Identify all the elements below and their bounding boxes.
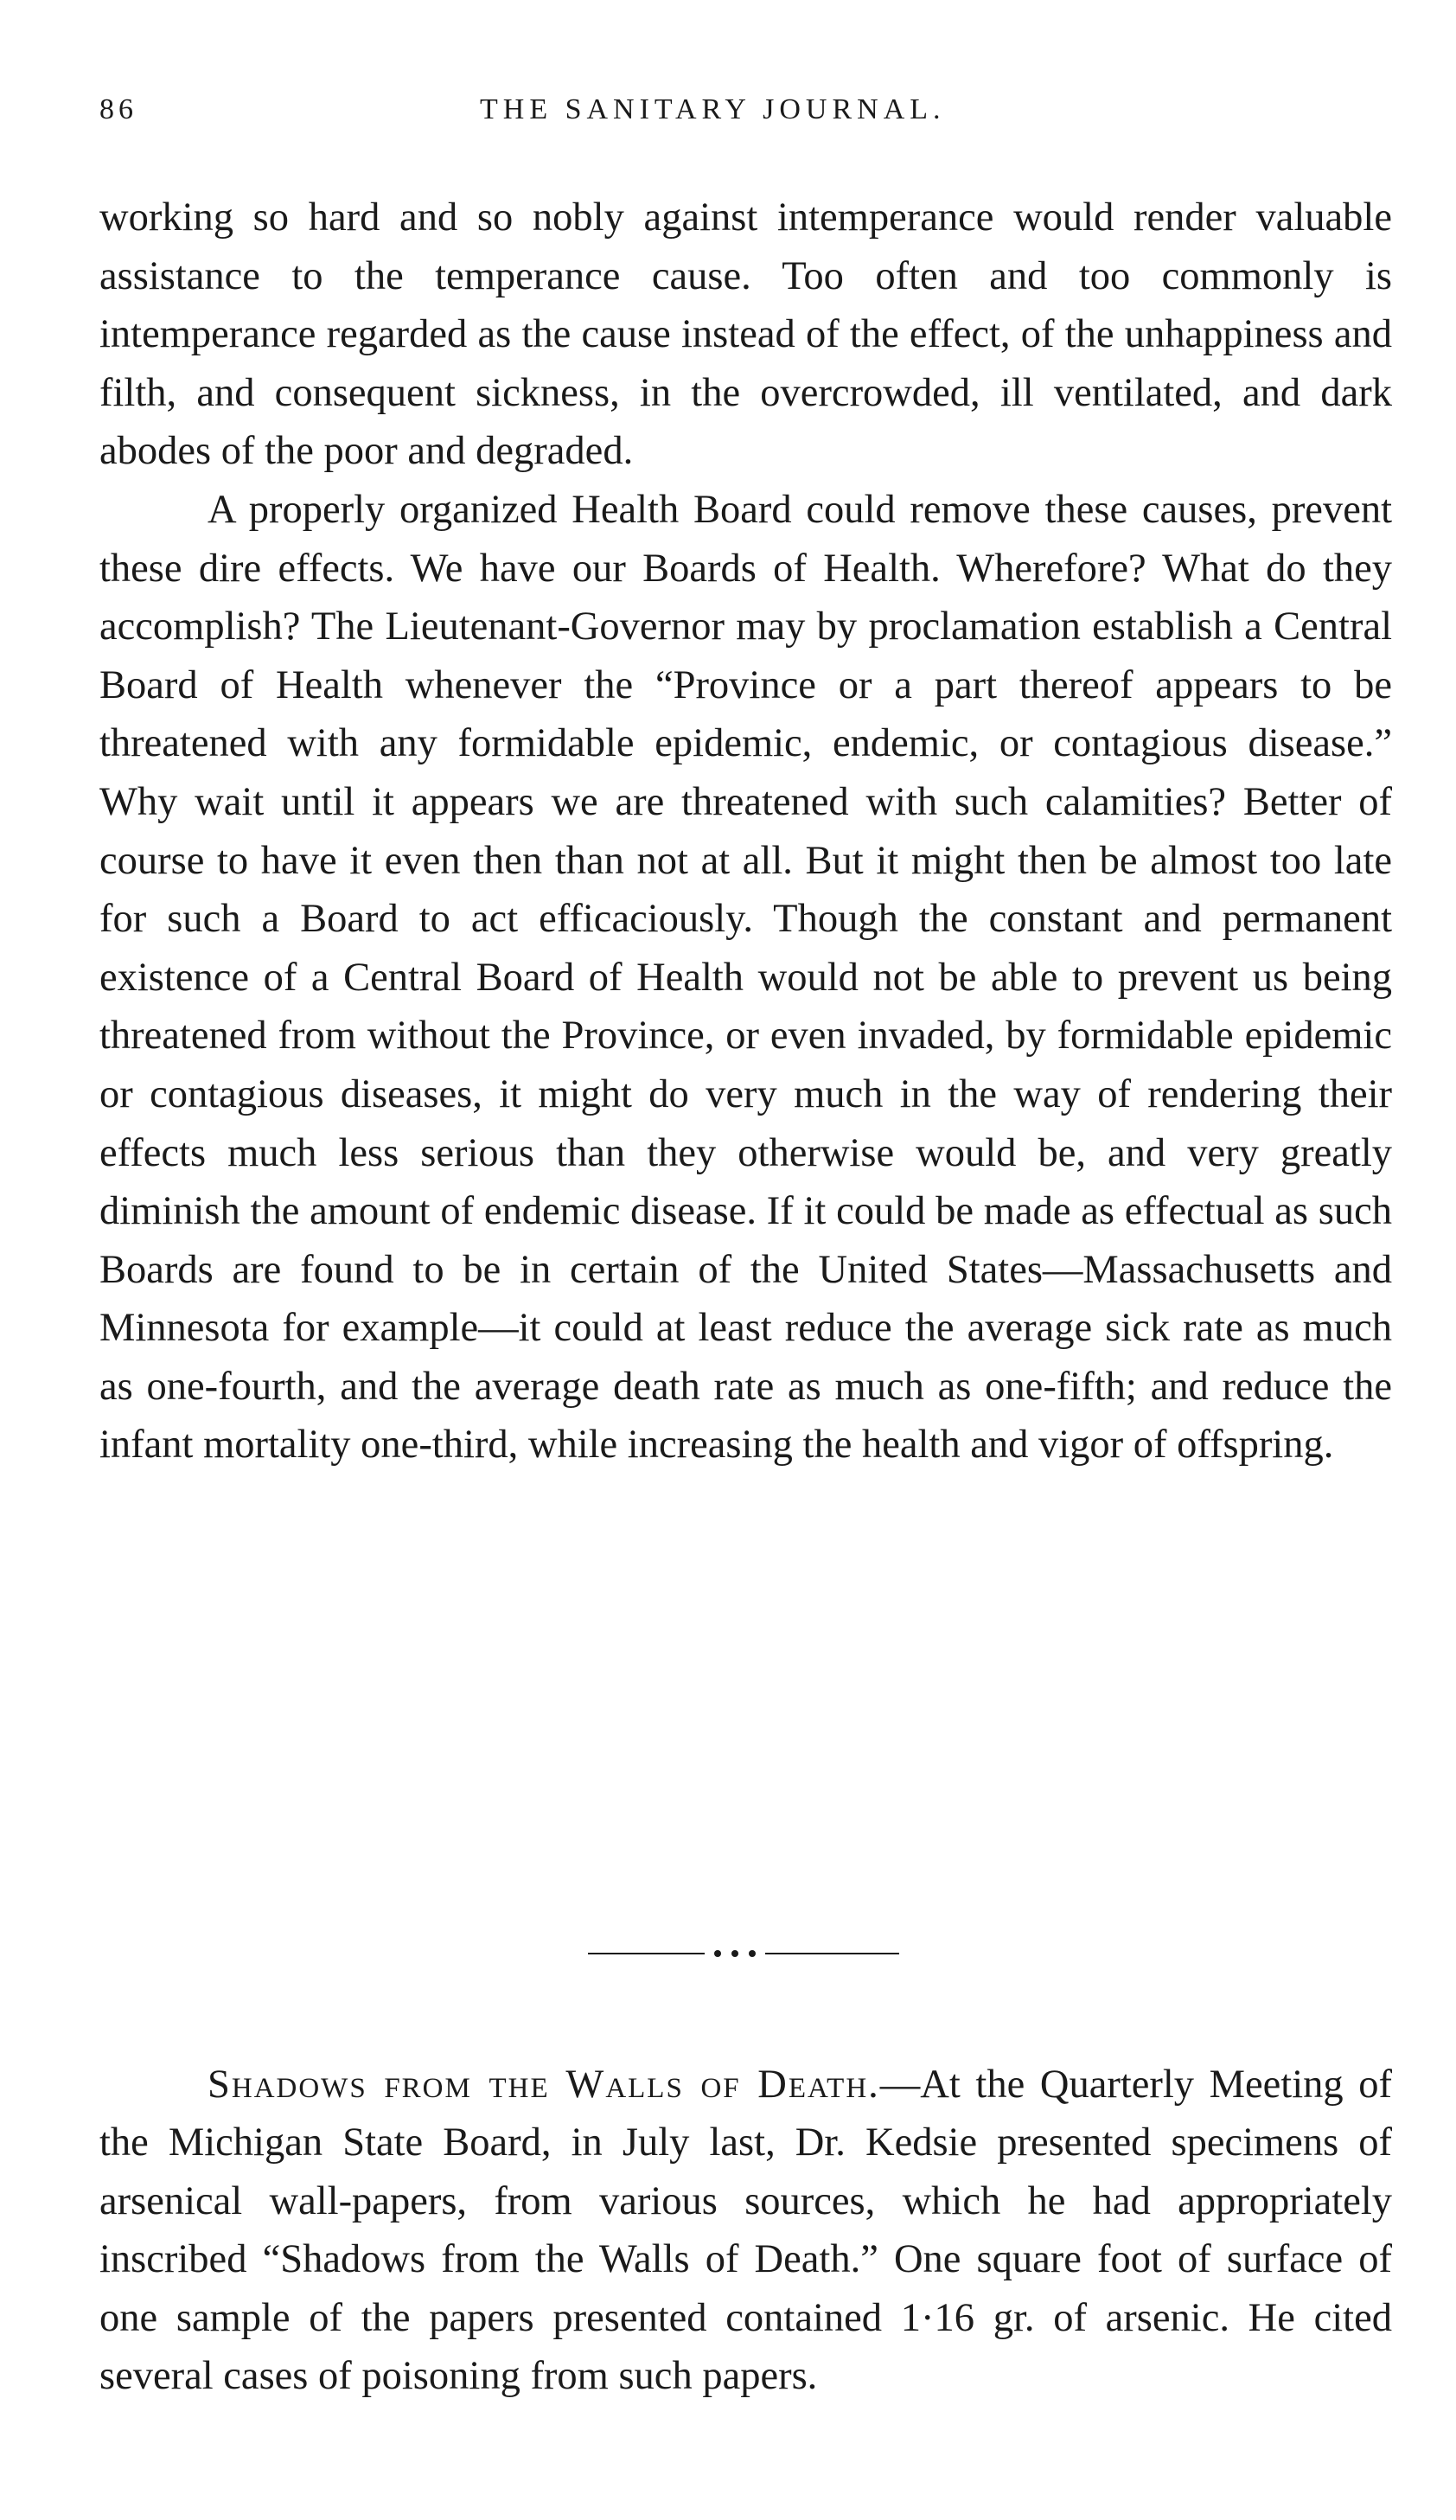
note-text: —At the Quarterly Meeting of the Michigan State Board, in July last, Dr. Kedsie presented specimens of arsenical wall-papers, from various sources, which he had appropriately inscribed “Shadows from the Walls of Death.” One square foot of surface of one sample of the papers presented contained 1·16 gr. of arsenic. He cited several cases of poisoning from such papers. [99,2062,1392,2399]
paragraph-continuation: working so hard and so nobly against intemperance would render valuable assistance to the temperance cause. Too often and too commonly is intemperance regarded as the cause instead of the effect, of the unhappiness and filth, and consequent sickness, in the overcrowded, ill ventilated, and dark abodes of the poor and degraded. [99,195,1392,474]
note-paragraph [99,2056,1392,2407]
paragraph-health-board: A properly organized Health Board could remove these causes, prevent these dire effects. We have our Boards of Health. Wherefore? What do they accomplish? The Lieutenant-Governor may by proclamation establish a Central Board of Health whenever the “Province or a part thereof appears to be threatened with any formidable epidemic, endemic, or contagious disease.” Why wait until it appears we are threatened with such calamities? Better of course to have it even then than not at all. But it might then be almost too late for such a Board to act efficaciously. Though the constant and permanent existence of a Central Board of Health would not be able to prevent us being threatened from without the Province, or even invaded, by formidable epidemic or contagious diseases, it might do very much in the way of rendering their effects much less serious than they otherwise would be, and very greatly diminish the amount of endemic disease. If it could be made as effectual as such Boards are found to be in certain of the United States—Massachusetts and Minnesota for example—it could at least reduce the average sick rate as much as one-fourth, and the average death rate as much as one-fifth; and reduce the infant mortality one-third, while increasing the health and vigor of offspring. [99,487,1392,1468]
page-number: 86 [99,93,137,125]
article-body [99,189,1392,1474]
separator-dot-2 [731,1950,738,1957]
section-separator [588,1948,899,1959]
page-header [99,93,1392,145]
separator-rule-right [765,1953,899,1954]
note-heading: Shadows from the Walls of Death. [208,2062,880,2107]
running-title: THE SANITARY JOURNAL. [480,93,946,125]
separator-rule-left [588,1953,705,1954]
separator-dot-1 [714,1950,721,1957]
separator-dot-3 [749,1950,756,1957]
